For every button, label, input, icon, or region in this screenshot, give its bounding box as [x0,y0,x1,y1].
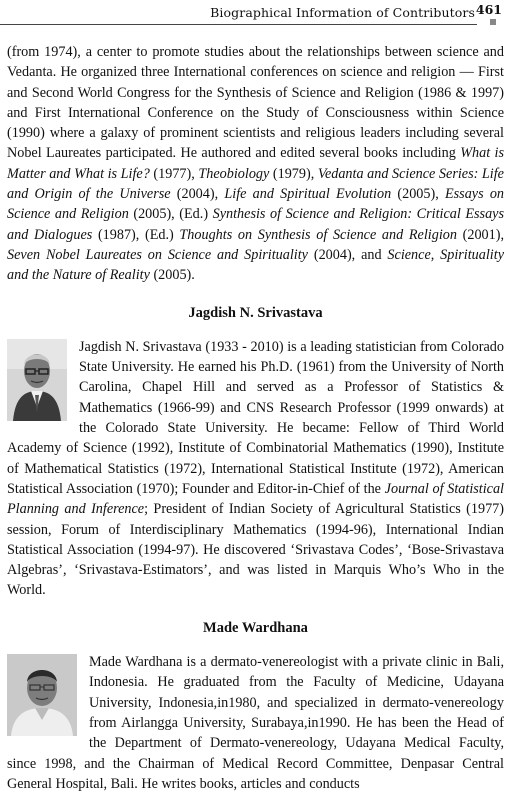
italic-title-run: Journal of Statistical Planning and Inference [7,480,505,518]
srivastava-portrait-photo [7,339,67,421]
text-run: ; President of Indian Society of Agricultural Statistics (1977) session, Forum of Interdisciplinary Mathematics (1994-96), International Indian Statistical Association (1994-97). He discovered ‘Srivastava Codes’, ‘Bose-Srivastava Algebras’, ‘Srivastava-Estimators’, and was listed in Marquis Who’s Who in the World. [7,501,504,599]
italic-title-run: Vedanta and Science Series: Life and Origin of the Universe [7,165,504,203]
wardhana-portrait-photo [7,654,77,736]
text-run: (1979), [269,165,318,182]
italic-title-run: Synthesis of Science and Religion: Critical Essays and Dialogues [7,206,504,243]
contributor-heading-wardhana: Made Wardhana [203,619,308,636]
wardhana-biography [7,652,504,794]
text-run: (2005). [149,267,195,284]
italic-title-run: Theobiology [198,165,270,182]
page-number: 461 [475,2,502,17]
running-header [0,0,512,34]
italic-title-run: Science, Spirituality and the Nature of Reality [7,246,504,284]
text-run: (2001), [456,226,504,243]
running-header-title: Biographical Information of Contributors [210,5,475,20]
text-run: (2004), [170,186,225,203]
header-rule [0,24,477,25]
text-run: (1987), (Ed.) [92,226,180,243]
page-body [7,42,504,794]
text-run: (1977), [149,165,199,182]
italic-title-run: Essays on Science and Religion [7,186,505,223]
text-run: (2005), [391,186,445,203]
text-run: Jagdish N. Srivastava (1933 - 2010) is a leading statistician from Colorado State University. He earned his Ph.D. (1961) from the University of North Carolina, Chapel Hill and served as a Professor of Statistics & Mathematics (1966-99) and CNS Research Professor (1999 onwards) at the Colorado State University. He became: Fellow of Third World Academy of Science (1992), Institute of Combinatorial Mathematics (1990), Institute of Mathematical Statistics (1972), International Statistical Institute (1972), American Statistical Association (1970); Founder and Editor-in-Chief of the [7,338,504,497]
text-run: (from 1974), a center to promote studies about the relationships between science and Vedanta. He organized three International conferences on science and religion — First and Second World Congress for the Synthesis of Science and Religion (1986 & 1997) and First International Conference on the Study of Consciousness within Science (1990) where a galaxy of prominent scientists and religious leaders including several Nobel Laureates participated. He authored and edited several books including [7,44,504,162]
italic-title-run: What is Matter and What is Life? [7,145,504,182]
italic-title-run: Life and Spiritual Evolution [224,186,392,203]
italic-title-run: Seven Nobel Laureates on Science and Spirituality [7,246,308,263]
contributor-heading-srivastava: Jagdish N. Srivastava [188,304,323,321]
italic-title-run: Thoughts on Synthesis of Science and Religion [179,226,457,243]
srivastava-biography [7,337,504,601]
text-run: (2005), (Ed.) [128,206,213,223]
text-run: (2004), and [307,246,388,263]
intro-paragraph [7,42,504,286]
text-run: Made Wardhana is a dermato-venereologist with a private clinic in Bali, Indonesia. He graduated from the Faculty of Medicine, Udayana University, Indonesia,in1980, and specialized in dermato-venereology from Airlangga University, Surabaya,in1990. He has been the Head of the Department of Dermato-venereology, Udayana Medical Faculty, since 1998, and the Chairman of Medical Record Committee, Denpasar Central General Hospital, Bali. He writes books, articles and conducts [7,654,504,792]
page-corner-marker [490,19,496,25]
